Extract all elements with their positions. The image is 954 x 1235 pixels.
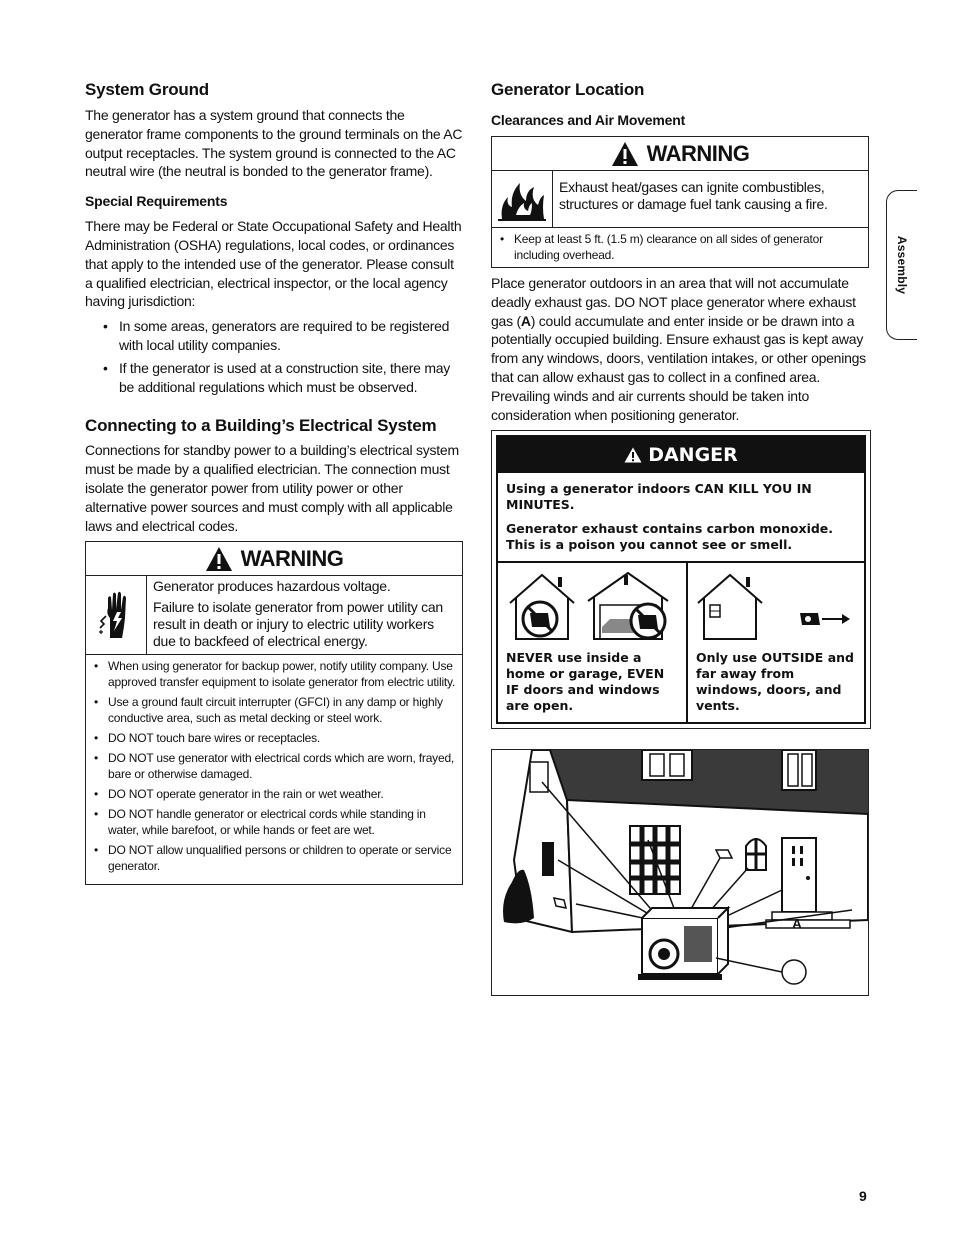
danger-caption-never: NEVER use inside a home or garage, EVEN IF doors and windows are open. (506, 650, 665, 714)
list-item: • Use a ground fault circuit interrupter (GFCI) in any damp or highly conductive area, such as metal decking or steel work. (92, 694, 456, 726)
warning-label: WARNING (646, 140, 750, 166)
warning-header (492, 137, 868, 171)
warning-header (86, 542, 462, 576)
danger-panel (496, 435, 866, 724)
list-item: • DO NOT operate generator in the rain or wet weather. (92, 786, 456, 802)
warning-fire-box (491, 136, 869, 268)
warning-message (492, 171, 868, 228)
danger-line-2: Generator exhaust contains carbon monoxide. This is a poison you cannot see or smell. (506, 521, 834, 553)
danger-message (498, 473, 864, 563)
danger-panels (498, 563, 864, 722)
list-item: • DO NOT allow unqualified persons or children to operate or service generator. (92, 842, 456, 874)
no-generator-indoors-icon (506, 567, 678, 643)
list-item: • When using generator for backup power, notify utility company. Use approved transfer equipment to isolate generator from electric utility. (92, 658, 456, 690)
danger-panel-outside (686, 563, 864, 722)
special-requirements-list (85, 317, 463, 396)
building-connection-heading: Connecting to a Building’s Electrical System (85, 416, 437, 436)
danger-panel-never-indoors (498, 563, 686, 722)
warning-triangle-icon (624, 447, 642, 463)
danger-line-1: Using a generator indoors CAN KILL YOU IN MINUTES. (506, 481, 812, 513)
callout-reference: A (520, 312, 531, 329)
paragraph-part: ) could accumulate and enter inside or be drawn into a potentially occupied building. Ensure exhaust gas is kept away from any windows, doors, ventilation intakes, or other openings that can allow exhaust gas to collect in a confined area. Prevailing winds and air currents should be taken into consideration when positioning generator. (491, 312, 866, 423)
danger-caption-outside: Only use OUTSIDE and far away from windows, doors, and vents. (696, 650, 854, 714)
special-requirements-heading: Special Requirements (85, 193, 228, 210)
building-connection-paragraph: Connections for standby power to a building’s electrical system must be made by a qualified electrician. The connection must isolate the generator power from utility power or other alternative power sources and must comply with all applicable laws and electrical codes. (85, 442, 459, 534)
warning-line-1: Generator produces hazardous voltage. (153, 578, 391, 595)
generator-outside-icon (696, 567, 856, 643)
danger-label: DANGER (648, 444, 738, 467)
list-item: • In some areas, generators are required to be registered with local utility companies. (103, 317, 463, 355)
special-requirements-paragraph: There may be Federal or State Occupational Safety and Health Administration (OSHA) regulations, local codes, or ordinances that apply to the intended use of the generator. Please consult a qualified electrician, electrical inspector, or the local agency having jurisdiction: (85, 218, 462, 310)
warning-triangle-icon (205, 546, 233, 572)
fire-icon (492, 171, 553, 227)
danger-box (491, 430, 871, 729)
warning-line-2: Failure to isolate generator from power utility can result in death or injury to electric utility workers due to backfeed of electrical energy. (153, 599, 443, 650)
page-number: 9 (859, 1188, 867, 1204)
list-item: • DO NOT touch bare wires or receptacles. (92, 730, 456, 746)
right-column (491, 80, 871, 996)
section-tab-label: Assembly (895, 235, 909, 295)
warning-message (86, 576, 462, 655)
danger-header (498, 437, 864, 473)
warning-triangle-icon (611, 141, 639, 167)
warning-text (553, 171, 868, 227)
warning-voltage-box (85, 541, 463, 885)
clearances-heading: Clearances and Air Movement (491, 112, 686, 128)
electric-shock-icon (86, 576, 147, 654)
generator-location-paragraph (491, 274, 871, 424)
list-item: • Keep at least 5 ft. (1.5 m) clearance on all sides of generator including overhead. (498, 231, 862, 263)
list-item: • DO NOT handle generator or electrical cords while standing in water, while barefoot, or while hands or feet are wet. (92, 806, 456, 838)
warning-text (147, 576, 462, 654)
generator-location-heading: Generator Location (491, 80, 645, 99)
warning-line: Exhaust heat/gases can ignite combustibles, structures or damage fuel tank causing a fire. (559, 179, 828, 212)
list-item: • DO NOT use generator with electrical cords which are worn, frayed, bare or otherwise damaged. (92, 750, 456, 782)
warning-label: WARNING (240, 545, 344, 571)
list-item: • If the generator is used at a construction site, there may be additional regulations which must be observed. (103, 359, 463, 397)
warning-fire-list (492, 228, 868, 267)
paragraph-part: Place generator outdoors in an area that will not accumulate deadly exhaust gas. DO NOT place generator where exhaust gas ( (491, 275, 856, 329)
left-column (85, 80, 463, 885)
callout-label-a: A (792, 916, 802, 931)
section-tab-assembly (886, 190, 917, 340)
system-ground-paragraph: The generator has a system ground that connects the generator frame components to the ground terminals on the AC output receptacles. The system ground is connected to the AC neutral wire (the neutral is bonded to the generator frame). (85, 107, 463, 180)
system-ground-heading: System Ground (85, 80, 209, 99)
generator-placement-illustration (491, 749, 869, 996)
warning-voltage-list (86, 655, 462, 884)
